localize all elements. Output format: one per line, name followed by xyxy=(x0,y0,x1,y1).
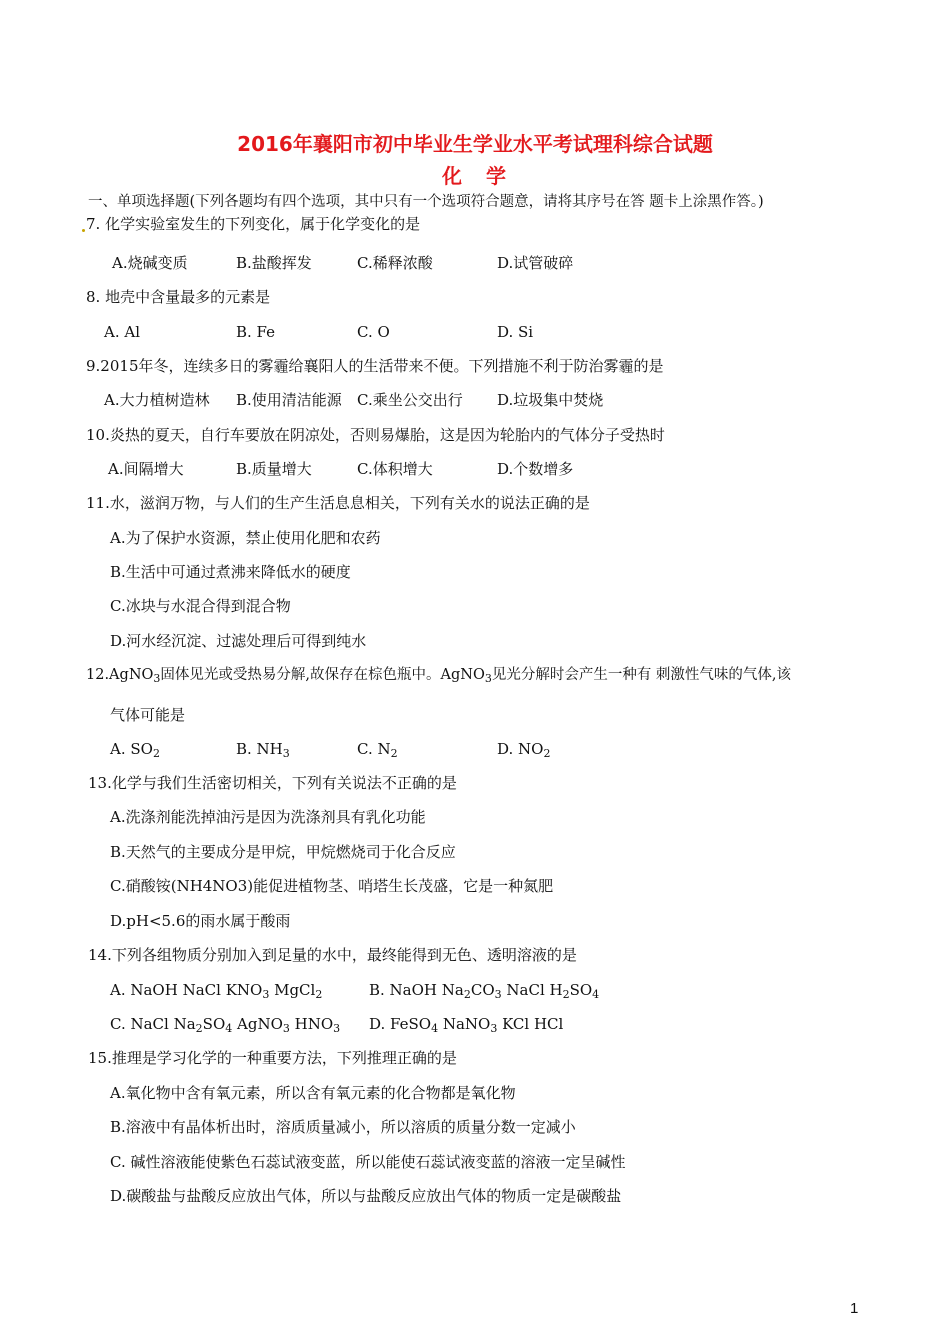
question-12-line2: 气体可能是 xyxy=(110,706,186,724)
q12-stem-sub1: 3 xyxy=(153,672,161,685)
q14-c-s1: 2 xyxy=(195,1022,203,1035)
q14-c-t1: C. NaCl Na xyxy=(110,1015,196,1033)
q14-b-t1: B. NaOH Na xyxy=(369,981,464,999)
q10-option-b: B.质量增大 xyxy=(236,460,312,478)
q14-option-b xyxy=(369,980,599,1002)
q13-option-b: B.天然气的主要成分是甲烷，甲烷燃烧司于化合反应 xyxy=(110,843,456,861)
q8-option-b: B. Fe xyxy=(236,323,276,341)
q11-option-d: D.河水经沉淀、过滤处理后可得到纯水 xyxy=(110,632,367,650)
q14-option-c xyxy=(110,1014,340,1036)
q12-option-b xyxy=(236,739,290,761)
q14-c-s3: 3 xyxy=(282,1022,290,1035)
q14-d-s2: 3 xyxy=(490,1022,498,1035)
q12-stem-part2: 固体见光或受热易分解,故保存在棕色瓶中。AgNO xyxy=(160,667,485,683)
q12-option-b-sub: 3 xyxy=(282,747,290,760)
q14-d-t2: NaNO xyxy=(438,1015,491,1033)
page-number: 1 xyxy=(850,1300,859,1317)
question-15: 15.推理是学习化学的一种重要方法，下列推理正确的是 xyxy=(88,1049,457,1067)
q14-a-s1: 3 xyxy=(262,988,270,1001)
q14-a-s2: 2 xyxy=(315,988,323,1001)
q7-option-d: D.试管破碎 xyxy=(497,254,574,272)
q12-option-c-sub: 2 xyxy=(390,747,398,760)
q7-option-b: B.盐酸挥发 xyxy=(236,254,312,272)
q14-option-d xyxy=(369,1014,563,1036)
question-10: 10.炎热的夏天，自行车要放在阴凉处，否则易爆胎，这是因为轮胎内的气体分子受热时 xyxy=(86,426,665,444)
q12-option-c xyxy=(357,739,398,761)
q15-option-a: A.氧化物中含有氧元素，所以含有氧元素的化合物都是氧化物 xyxy=(110,1084,516,1102)
question-14: 14.下列各组物质分别加入到足量的水中，最终能得到无色、透明溶液的是 xyxy=(88,946,577,964)
question-12 xyxy=(86,665,791,686)
q14-d-t3: KCl HCl xyxy=(497,1015,564,1033)
question-8: 8. 地壳中含量最多的元素是 xyxy=(86,288,271,306)
q9-option-d: D.垃圾集中焚烧 xyxy=(497,391,604,409)
q12-stem-sub2: 3 xyxy=(484,672,492,685)
q12-stem-part3: 见光分解时会产生一种有 刺激性气味的气体,该 xyxy=(491,667,792,683)
q11-option-b: B.生活中可通过煮沸来降低水的硬度 xyxy=(110,563,351,581)
q11-option-a: A.为了保护水资源，禁止使用化肥和农药 xyxy=(110,529,381,547)
q12-option-b-text: B. NH xyxy=(236,740,283,758)
q12-option-a-text: A. SO xyxy=(110,740,153,758)
q12-option-d-text: D. NO xyxy=(497,740,544,758)
question-7 xyxy=(82,214,420,234)
question-13: 13.化学与我们生活密切相关，下列有关说法不正确的是 xyxy=(88,774,457,792)
q7-option-c: C.稀释浓酸 xyxy=(357,254,433,272)
q14-d-s1: 4 xyxy=(431,1022,439,1035)
q14-b-s2: 3 xyxy=(494,988,502,1001)
question-9: 9.2015年冬，连续多日的雾霾给襄阳人的生活带来不便。下列措施不利于防治雾霾的是 xyxy=(86,357,664,375)
q14-a-t2: MgCl xyxy=(269,981,316,999)
q14-b-s1: 2 xyxy=(463,988,471,1001)
question-11: 11.水，滋润万物，与人们的生产生活息息相关，下列有关水的说法正确的是 xyxy=(86,494,590,512)
q14-b-s4: 4 xyxy=(592,988,600,1001)
q14-c-s2: 4 xyxy=(225,1022,233,1035)
q14-b-t3: NaCl H xyxy=(501,981,563,999)
q9-option-b: B.使用清洁能源 xyxy=(236,391,342,409)
q8-option-d: D. Si xyxy=(497,323,534,341)
q15-option-b: B.溶液中有晶体析出时，溶质质量减小，所以溶质的质量分数一定减小 xyxy=(110,1118,576,1136)
q14-c-t3: AgNO xyxy=(232,1015,283,1033)
q13-option-d: D.pH<5.6的雨水属于酸雨 xyxy=(110,912,291,930)
q12-option-d xyxy=(497,739,550,761)
page-title: 2016年襄阳市初中毕业生学业水平考试理科综合试题 xyxy=(237,132,713,156)
q12-option-c-text: C. N xyxy=(357,740,391,758)
q15-option-c: C. 碱性溶液能使紫色石蕊试液变蓝，所以能使石蕊试液变蓝的溶液一定呈碱性 xyxy=(110,1153,626,1171)
q9-option-c: C.乘坐公交出行 xyxy=(357,391,463,409)
subject-title: 化 学 xyxy=(442,164,508,188)
q14-d-t1: D. FeSO xyxy=(369,1015,432,1033)
section-instruction: 一、单项选择题(下列各题均有四个选项，其中只有一个选项符合题意，请将其序号在答 题卡上涂黑作答。) xyxy=(88,194,764,210)
q14-a-t1: A. NaOH NaCl KNO xyxy=(110,981,263,999)
q12-option-d-sub: 2 xyxy=(543,747,551,760)
q14-b-t2: CO xyxy=(470,981,495,999)
q7-option-a: A.烧碱变质 xyxy=(112,254,188,272)
q14-c-t4: HNO xyxy=(289,1015,334,1033)
q14-c-s4: 3 xyxy=(333,1022,341,1035)
q12-option-a-sub: 2 xyxy=(152,747,160,760)
q14-b-t4: SO xyxy=(569,981,593,999)
q13-option-c: C.硝酸铵(NH4NO3)能促进植物茎、哨塔生长茂盛，它是一种氮肥 xyxy=(110,877,554,895)
q13-option-a: A.洗涤剂能洗掉油污是因为洗涤剂具有乳化功能 xyxy=(110,808,426,826)
q11-option-c: C.冰块与水混合得到混合物 xyxy=(110,597,291,615)
q14-option-a xyxy=(110,980,322,1002)
q15-option-d: D.碳酸盐与盐酸反应放出气体，所以与盐酸反应放出气体的物质一定是碳酸盐 xyxy=(110,1187,622,1205)
q14-c-t2: SO xyxy=(202,1015,226,1033)
question-stem: 7. 化学实验室发生的下列变化，属于化学变化的是 xyxy=(86,215,421,233)
q8-option-a: A. Al xyxy=(104,323,140,341)
q14-b-s3: 2 xyxy=(562,988,570,1001)
q10-option-c: C.体积增大 xyxy=(357,460,433,478)
q10-option-d: D.个数增多 xyxy=(497,460,574,478)
q9-option-a: A.大力植树造林 xyxy=(104,391,210,409)
q12-option-a xyxy=(110,739,160,761)
q10-option-a: A.间隔增大 xyxy=(108,460,184,478)
q12-stem-part1: 12.AgNO xyxy=(86,667,154,683)
q8-option-c: C. O xyxy=(357,323,390,341)
